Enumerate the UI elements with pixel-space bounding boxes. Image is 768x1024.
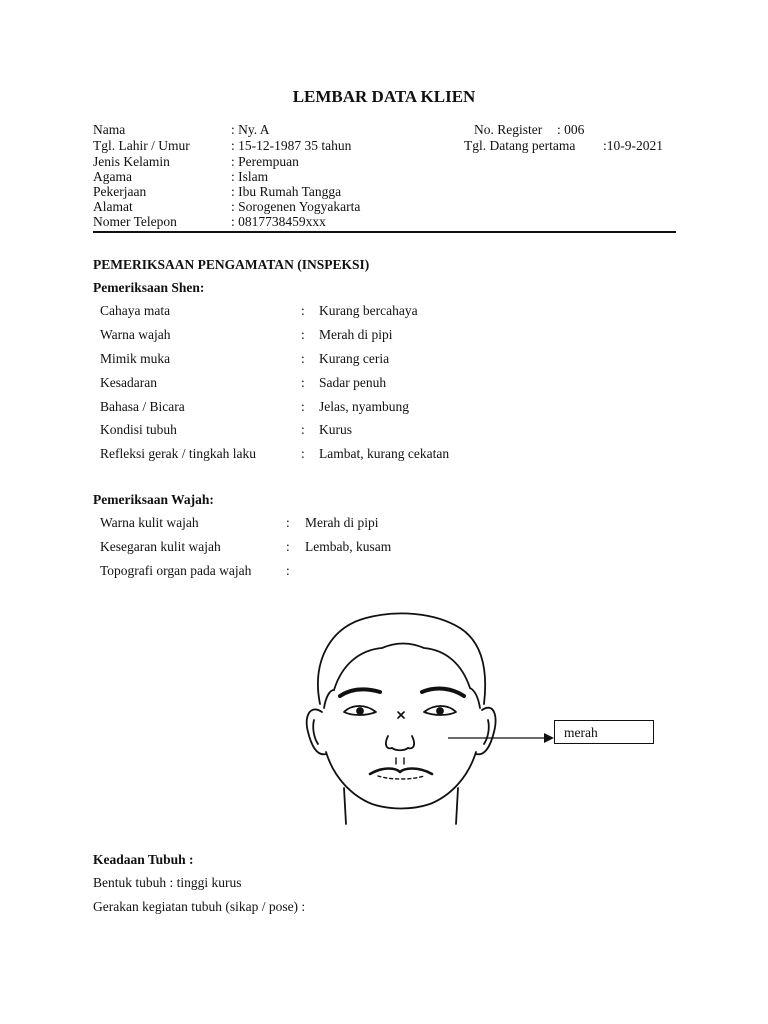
page-title: LEMBAR DATA KLIEN	[292, 87, 476, 106]
birthdate-age-value: : 15-12-1987 35 tahun	[231, 138, 352, 153]
phone-label: Nomer Telepon	[93, 214, 177, 229]
wajah-heading: Pemeriksaan Wajah:	[93, 492, 214, 507]
neck	[344, 788, 346, 824]
religion-label: Agama	[93, 169, 132, 184]
shen-row-value: Kurang ceria	[319, 351, 390, 366]
face-annotation-box	[554, 720, 654, 744]
shen-row-value: Kurus	[319, 422, 352, 437]
shen-row-colon: :	[301, 351, 305, 366]
shen-row-colon: :	[301, 303, 305, 318]
header-divider	[93, 231, 676, 233]
occupation-label: Pekerjaan	[93, 184, 147, 199]
nose	[386, 736, 414, 748]
shen-row-value: Kurang bercahaya	[319, 303, 418, 318]
section-inspeksi-heading: PEMERIKSAAN PENGAMATAN (INSPEKSI)	[93, 257, 370, 272]
wajah-row-value: Lembab, kusam	[305, 539, 392, 554]
name-value: : Ny. A	[231, 122, 270, 137]
left-ear	[307, 709, 326, 754]
first-visit-label: Tgl. Datang pertama	[464, 138, 576, 153]
shen-row-value: Sadar penuh	[319, 375, 387, 390]
address-label: Alamat	[93, 199, 133, 214]
shen-row-label: Refleksi gerak / tingkah laku	[100, 446, 256, 461]
wajah-row-colon: :	[286, 539, 290, 554]
wajah-row-label: Topografi organ pada wajah	[100, 563, 252, 578]
left-eyebrow	[340, 689, 380, 696]
wajah-row-value: Merah di pipi	[305, 515, 379, 530]
arrow-icon	[448, 728, 558, 748]
mouth	[370, 769, 432, 775]
wajah-row-colon: :	[286, 563, 290, 578]
face-annotation-label: merah	[564, 725, 598, 740]
shen-row-label: Warna wajah	[100, 327, 171, 342]
occupation-value: : Ibu Rumah Tangga	[231, 184, 342, 199]
hairline	[334, 644, 470, 691]
jaw-outline	[326, 752, 476, 809]
shen-row-colon: :	[301, 327, 305, 342]
name-label: Nama	[93, 122, 126, 137]
body-movement-text: Gerakan kegiatan tubuh (sikap / pose) :	[93, 899, 306, 914]
address-value: : Sorogenen Yogyakarta	[231, 199, 361, 214]
body-shape-text: Bentuk tubuh : tinggi kurus	[93, 875, 242, 890]
wajah-row-label: Warna kulit wajah	[100, 515, 199, 530]
shen-row-colon: :	[301, 399, 305, 414]
gender-value: : Perempuan	[231, 154, 299, 169]
shen-row-value: Jelas, nyambung	[319, 399, 409, 414]
tubuh-heading: Keadaan Tubuh :	[93, 852, 194, 867]
shen-row-value: Merah di pipi	[319, 327, 393, 342]
wajah-row-colon: :	[286, 515, 290, 530]
shen-row-colon: :	[301, 375, 305, 390]
religion-value: : Islam	[231, 169, 269, 184]
shen-heading: Pemeriksaan Shen:	[93, 280, 205, 295]
shen-row-label: Mimik muka	[100, 351, 171, 366]
shen-row-label: Cahaya mata	[100, 303, 171, 318]
shen-row-label: Kondisi tubuh	[100, 422, 177, 437]
shen-row-value: Lambat, kurang cekatan	[319, 446, 450, 461]
shen-row-colon: :	[301, 446, 305, 461]
shen-row-label: Kesadaran	[100, 375, 157, 390]
birthdate-age-label: Tgl. Lahir / Umur	[93, 138, 190, 153]
shen-row-label: Bahasa / Bicara	[100, 399, 185, 414]
head-outline	[318, 613, 485, 704]
shen-row-colon: :	[301, 422, 305, 437]
wajah-row-label: Kesegaran kulit wajah	[100, 539, 221, 554]
first-visit-value: :10-9-2021	[603, 138, 663, 153]
register-label: No. Register	[474, 122, 543, 137]
right-eyebrow	[422, 689, 464, 696]
register-value: : 006	[557, 122, 585, 137]
face-illustration	[300, 608, 500, 826]
phone-value: : 0817738459xxx	[231, 214, 326, 229]
gender-label: Jenis Kelamin	[93, 154, 170, 169]
